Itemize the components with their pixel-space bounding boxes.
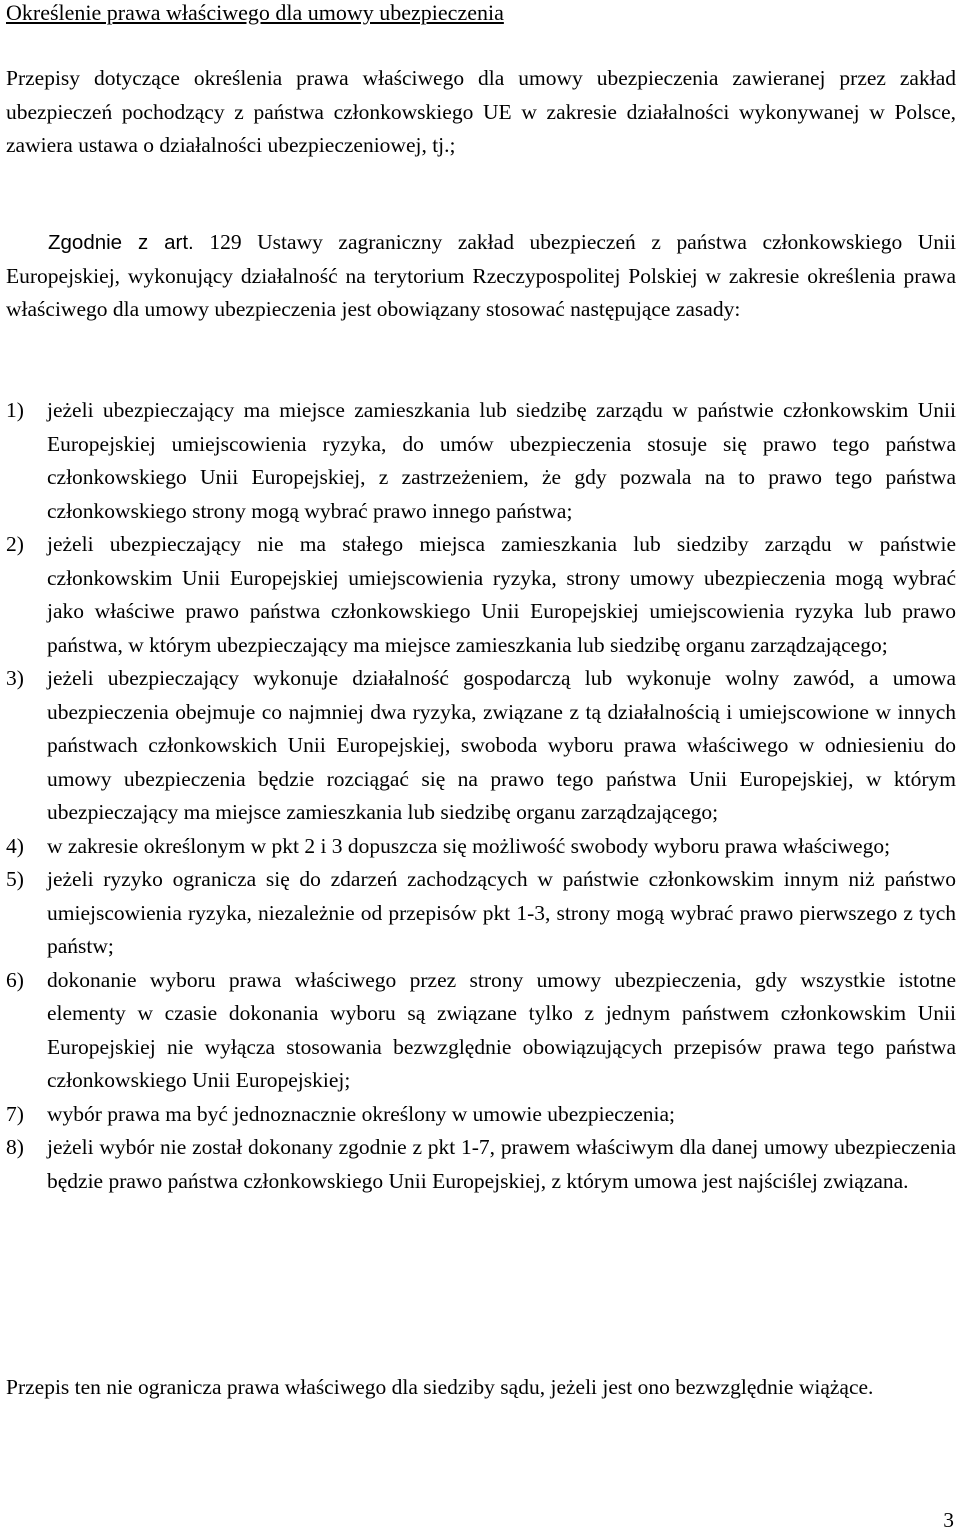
intro-paragraph: Przepisy dotyczące określenia prawa właściwego dla umowy ubezpieczenia zawieranej przez zakład ubezpieczeń pochodzący z państwa członkowskiego UE w zakresie działalności wykonywanej w Polsce, zawiera ustawa o działalności ubezpieczeniowej, tj.; — [6, 66, 956, 157]
rule-item-4 — [6, 830, 956, 864]
rule-item-8 — [6, 1131, 956, 1198]
rule-number: 5) — [6, 867, 24, 891]
rules-list — [6, 394, 956, 1198]
rule-item-3 — [6, 662, 956, 830]
rule-number: 4) — [6, 833, 24, 858]
closing-paragraph: Przepis ten nie ogranicza prawa właściwego dla siedziby sądu, jeżeli jest ono bezwzględnie wiążące. — [6, 1375, 874, 1399]
rule-text: jeżeli ubezpieczający ma miejsce zamieszkania lub siedzibę zarządu w państwie członkowskim Unii Europejskiej umiejscowienia ryzyka, do umów ubezpieczenia stosuje się prawo tego państwa członkowskiego Unii Europejskiej, z zastrzeżeniem, że gdy pozwala na to prawo tego państwa członkowskiego strony mogą wybrać prawo innego państwa; — [47, 398, 956, 523]
rule-text: jeżeli ryzyko ogranicza się do zdarzeń zachodzących w państwie członkowskim innym niż państwo umiejscowienia ryzyka, niezależnie od przepisów pkt 1-3, strony mogą wybrać prawo pierwszego z tych państw; — [47, 867, 956, 958]
rule-item-6 — [6, 964, 956, 1098]
article-lead: Zgodnie z art. — [48, 231, 194, 254]
rule-text: w zakresie określonym w pkt 2 i 3 dopuszcza się możliwość swobody wyboru prawa właściwego; — [47, 833, 891, 858]
rule-text: jeżeli wybór nie został dokonany zgodnie z pkt 1-7, prawem właściwym dla danej umowy ubezpieczenia będzie prawo państwa członkowskiego Unii Europejskiej, z którym umowa jest najściślej związana. — [47, 1135, 956, 1193]
article-text: 129 Ustawy zagraniczny zakład ubezpieczeń z państwa członkowskiego Unii Europejskiej, wykonujący działalność na terytorium Rzeczypospolitej Polskiej w zakresie określenia prawa właściwego dla umowy ubezpieczenia jest obowiązany stosować następujące zasady: — [6, 230, 956, 321]
rule-number: 1) — [6, 398, 24, 422]
rule-item-2 — [6, 528, 956, 662]
rule-item-7 — [6, 1098, 956, 1132]
rule-text: jeżeli ubezpieczający wykonuje działalność gospodarczą lub wykonuje wolny zawód, a umowa ubezpieczenia obejmuje co najmniej dwa ryzyka, związane z tą działalnością i umiejscowione w innych państwach członkowskich Unii Europejskiej, swoboda wyboru prawa właściwego w odniesieniu do umowy ubezpieczenia będzie rozciągać się na prawo tego państwa Unii Europejskiej, w którym ubezpieczający ma miejsce zamieszkania lub siedzibę organu zarządzającego; — [47, 666, 956, 824]
rule-text: dokonanie wyboru prawa właściwego przez strony umowy ubezpieczenia, gdy wszystkie istotne elementy w czasie dokonania wyboru są związane tylko z jednym państwem członkowskim Unii Europejskiej nie wyłącza stosowania bezwzględnie obowiązujących przepisów prawa tego państwa członkowskiego Unii Europejskiej; — [47, 967, 956, 1092]
document-title: Określenie prawa właściwego dla umowy ubezpieczenia — [6, 0, 504, 25]
rule-number: 6) — [6, 967, 24, 992]
rule-item-5 — [6, 863, 956, 964]
rule-text: wybór prawa ma być jednoznacznie określony w umowie ubezpieczenia; — [47, 1101, 676, 1126]
rule-number: 8) — [6, 1135, 24, 1159]
article-paragraph — [6, 226, 956, 327]
rule-item-1 — [6, 394, 956, 528]
page-number: 3 — [943, 1508, 954, 1532]
rule-number: 7) — [6, 1101, 24, 1126]
rule-text: jeżeli ubezpieczający nie ma stałego miejsca zamieszkania lub siedziby zarządu w państwie członkowskim Unii Europejskiej umiejscowienia ryzyka, strony umowy ubezpieczenia mogą wybrać jako właściwe prawo państwa członkowskiego Unii Europejskiej umiejscowienia ryzyka lub prawo państwa, w którym ubezpieczający ma miejsce zamieszkania lub siedzibę organu zarządzającego; — [47, 532, 956, 657]
rule-number: 3) — [6, 666, 24, 690]
rule-number: 2) — [6, 532, 24, 556]
